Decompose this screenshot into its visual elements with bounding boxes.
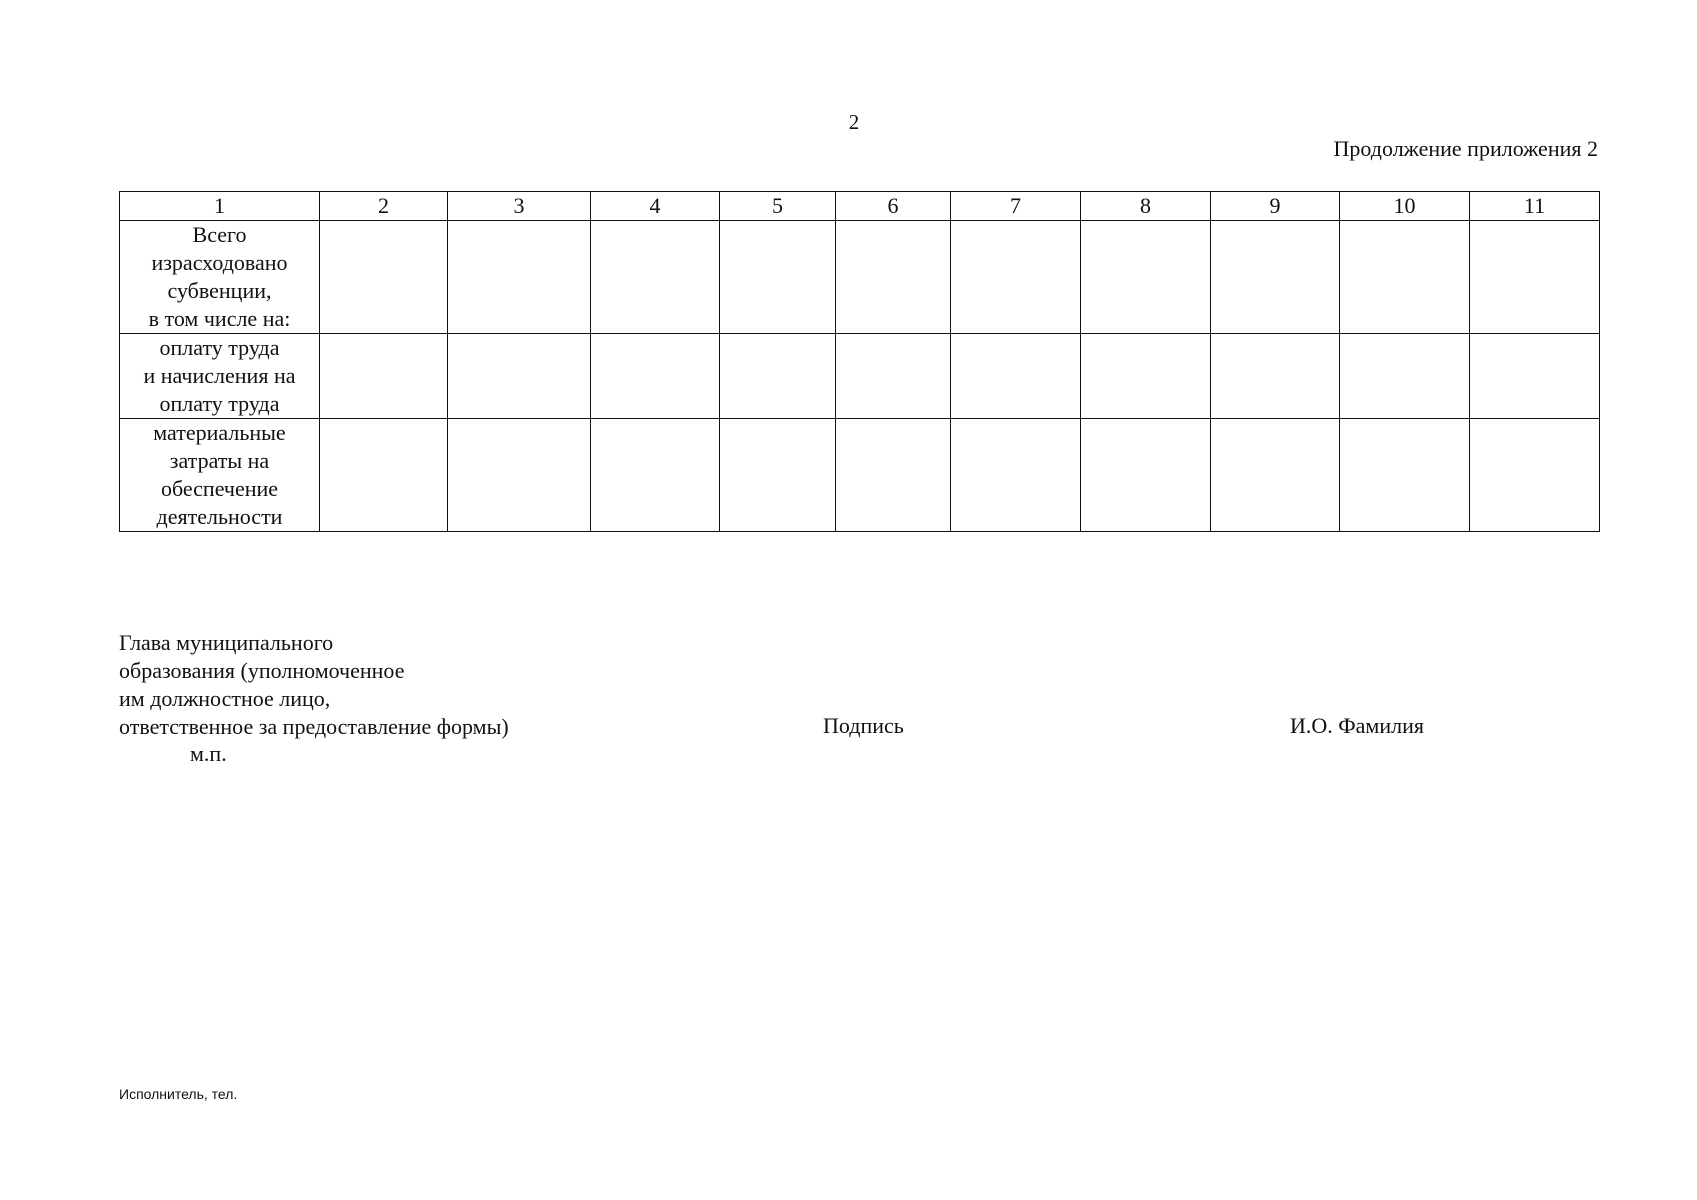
column-number: 1 — [120, 192, 320, 221]
data-cell[interactable] — [951, 334, 1081, 419]
appendix-continuation-note: Продолжение приложения 2 — [1333, 136, 1598, 161]
data-cell[interactable] — [1470, 334, 1600, 419]
data-cell[interactable] — [1081, 419, 1211, 532]
data-cell[interactable] — [1211, 419, 1340, 532]
data-cell[interactable] — [320, 419, 448, 532]
row-label: материальные затраты на обеспечение деятельности — [120, 419, 320, 532]
column-number: 7 — [951, 192, 1081, 221]
name-caption: И.О. Фамилия — [1290, 713, 1424, 738]
data-cell[interactable] — [951, 221, 1081, 334]
column-number: 6 — [836, 192, 951, 221]
column-number: 3 — [448, 192, 591, 221]
data-cell[interactable] — [320, 221, 448, 334]
executor-contact: Исполнитель, тел. — [119, 1086, 238, 1102]
column-number: 9 — [1211, 192, 1340, 221]
column-number: 5 — [720, 192, 836, 221]
column-number: 11 — [1470, 192, 1600, 221]
data-cell[interactable] — [448, 419, 591, 532]
data-cell[interactable] — [836, 334, 951, 419]
column-number: 2 — [320, 192, 448, 221]
row-label: Всего израсходовано субвенции, в том числе на: — [120, 221, 320, 334]
column-number: 10 — [1340, 192, 1470, 221]
data-cell[interactable] — [1340, 221, 1470, 334]
data-cell[interactable] — [1211, 221, 1340, 334]
data-cell[interactable] — [1081, 334, 1211, 419]
data-cell[interactable] — [1470, 221, 1600, 334]
table-row-material-costs — [120, 419, 1600, 532]
column-number: 8 — [1081, 192, 1211, 221]
signatory-line: образования (уполномоченное — [119, 658, 405, 683]
stamp-place-label: м.п. — [190, 741, 227, 766]
data-cell[interactable] — [591, 419, 720, 532]
data-cell[interactable] — [720, 419, 836, 532]
data-cell[interactable] — [1340, 419, 1470, 532]
column-number: 4 — [591, 192, 720, 221]
table-row-total-spent — [120, 221, 1600, 334]
signatory-position — [119, 629, 509, 741]
data-cell[interactable] — [1211, 334, 1340, 419]
data-cell[interactable] — [1340, 334, 1470, 419]
data-cell[interactable] — [836, 419, 951, 532]
data-cell[interactable] — [1081, 221, 1211, 334]
data-cell[interactable] — [720, 221, 836, 334]
table-row-labor — [120, 334, 1600, 419]
column-number-row — [120, 192, 1600, 221]
data-cell[interactable] — [836, 221, 951, 334]
data-cell[interactable] — [448, 221, 591, 334]
data-cell[interactable] — [951, 419, 1081, 532]
data-cell[interactable] — [448, 334, 591, 419]
page-number: 2 — [848, 110, 860, 134]
signatory-line: ответственное за предоставление формы) — [119, 714, 509, 739]
data-cell[interactable] — [1470, 419, 1600, 532]
data-cell[interactable] — [591, 221, 720, 334]
report-table — [119, 191, 1600, 532]
row-label: оплату труда и начисления на оплату труда — [120, 334, 320, 419]
data-cell[interactable] — [591, 334, 720, 419]
data-cell[interactable] — [320, 334, 448, 419]
signature-caption: Подпись — [823, 713, 904, 738]
signatory-line: им должностное лицо, — [119, 686, 331, 711]
signatory-line: Глава муниципального — [119, 630, 334, 655]
data-cell[interactable] — [720, 334, 836, 419]
